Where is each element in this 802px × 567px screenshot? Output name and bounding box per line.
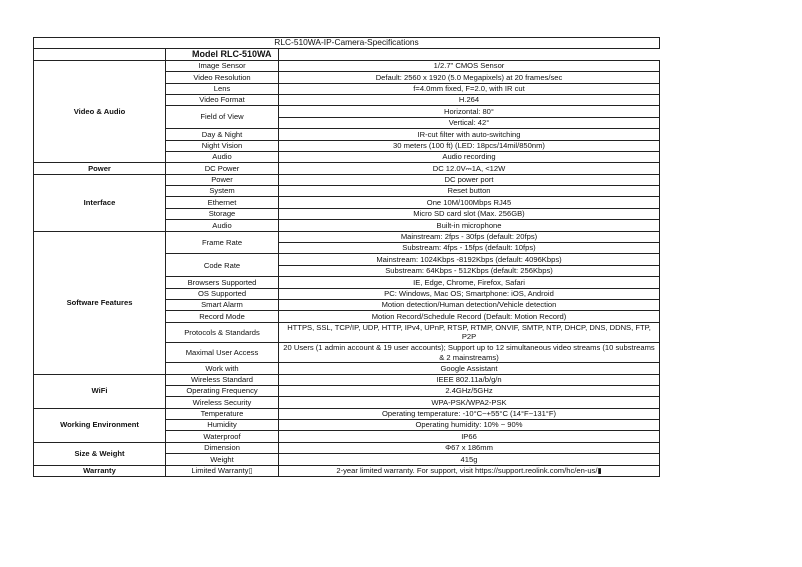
spec-label: Temperature	[166, 408, 279, 419]
spec-row	[34, 60, 660, 71]
spec-label: Dimension	[166, 442, 279, 453]
section-name: Video & Audio	[34, 60, 166, 163]
spec-label: Lens	[166, 83, 279, 94]
spec-label: Day & Night	[166, 129, 279, 140]
title-row	[34, 38, 660, 49]
section-name: Software Features	[34, 231, 166, 374]
spec-value: One 10M/100Mbps RJ45	[279, 197, 660, 208]
spec-value: IEEE 802.11a/b/g/n	[279, 374, 660, 385]
spec-value: Operating humidity: 10% ~ 90%	[279, 420, 660, 431]
model-blank-cell	[279, 49, 660, 60]
spec-row	[34, 163, 660, 174]
spec-value: WPA-PSK/WPA2-PSK	[279, 397, 660, 408]
spec-row	[34, 174, 660, 185]
spec-value: IP66	[279, 431, 660, 442]
spec-value: Substream: 64Kbps - 512Kbps (default: 256Kbps)	[279, 265, 660, 276]
spec-value: Substream: 4fps - 15fps (default: 10fps)	[279, 243, 660, 254]
section-name: WiFi	[34, 374, 166, 408]
spec-value: DC 12.0V⎓1A, <12W	[279, 163, 660, 174]
spec-value: HTTPS, SSL, TCP/IP, UDP, HTTP, IPv4, UPnP, RTSP, RTMP, ONVIF, SMTP, NTP, DHCP, DNS, DDNS, FTP, P2P	[279, 322, 660, 342]
spec-value: Operating temperature: -10°C~+55°C (14°F~131°F)	[279, 408, 660, 419]
model-row	[34, 49, 660, 60]
spec-label: Weight	[166, 454, 279, 465]
spec-label: Browsers Supported	[166, 277, 279, 288]
spec-label: Maximal User Access	[166, 342, 279, 362]
spec-value: 415g	[279, 454, 660, 465]
spec-label: Storage	[166, 208, 279, 219]
spec-value: Horizontal: 80°	[279, 106, 660, 117]
spec-label: Video Format	[166, 94, 279, 105]
spec-label: Protocols & Standards	[166, 322, 279, 342]
spec-value: Mainstream: 2fps - 30fps (default: 20fps)	[279, 231, 660, 242]
spec-label: Audio	[166, 220, 279, 231]
spec-label: Operating Frequency	[166, 385, 279, 396]
spec-label: Limited Warranty▯	[166, 465, 279, 476]
spec-row	[34, 231, 660, 242]
spec-value: PC: Windows, Mac OS; Smartphone: iOS, Android	[279, 288, 660, 299]
spec-row	[34, 442, 660, 453]
spec-value: f=4.0mm fixed, F=2.0, with IR cut	[279, 83, 660, 94]
spec-label: OS Supported	[166, 288, 279, 299]
spec-label: Code Rate	[166, 254, 279, 277]
spec-label: Wireless Security	[166, 397, 279, 408]
model-empty-cell	[34, 49, 166, 60]
section-name: Size & Weight	[34, 442, 166, 465]
spec-value: Mainstream: 1024Kbps -8192Kbps (default: 4096Kbps)	[279, 254, 660, 265]
spec-label: Ethernet	[166, 197, 279, 208]
spec-label: Video Resolution	[166, 72, 279, 83]
spec-value: Default: 2560 x 1920 (5.0 Megapixels) at 20 frames/sec	[279, 72, 660, 83]
spec-label: Frame Rate	[166, 231, 279, 254]
section-name: Working Environment	[34, 408, 166, 442]
spec-table	[33, 37, 660, 477]
spec-label: Power	[166, 174, 279, 185]
spec-value: Motion detection/Human detection/Vehicle detection	[279, 299, 660, 310]
spec-value: 20 Users (1 admin account & 19 user accounts); Support up to 12 simultaneous video streams (10 substreams & 2 mainstreams)	[279, 342, 660, 362]
spec-value: DC power port	[279, 174, 660, 185]
spec-value: 30 meters (100 ft) (LED: 18pcs/14mil/850nm)	[279, 140, 660, 151]
section-name: Warranty	[34, 465, 166, 476]
spec-value: Audio recording	[279, 151, 660, 162]
spec-row	[34, 465, 660, 476]
model-name: Model RLC-510WA	[166, 49, 279, 60]
spec-value: 2.4GHz/5GHz	[279, 385, 660, 396]
document-title: RLC-510WA-IP-Camera-Specifications	[34, 38, 660, 49]
spec-value: IR-cut filter with auto-switching	[279, 129, 660, 140]
spec-row	[34, 374, 660, 385]
spec-label: Smart Alarm	[166, 299, 279, 310]
spec-value: H.264	[279, 94, 660, 105]
spec-value: Φ67 x 186mm	[279, 442, 660, 453]
spec-value: IE, Edge, Chrome, Firefox, Safari	[279, 277, 660, 288]
spec-label: Humidity	[166, 420, 279, 431]
spec-label: Image Sensor	[166, 60, 279, 71]
spec-value: Built-in microphone	[279, 220, 660, 231]
spec-label: Waterproof	[166, 431, 279, 442]
section-name: Power	[34, 163, 166, 174]
spec-label: Work with	[166, 363, 279, 374]
spec-label: Field of View	[166, 106, 279, 129]
spec-value: 1/2.7" CMOS Sensor	[279, 60, 660, 71]
spec-value: Google Assistant	[279, 363, 660, 374]
spec-value: Reset button	[279, 186, 660, 197]
section-name: Interface	[34, 174, 166, 231]
spec-label: DC Power	[166, 163, 279, 174]
spec-label: Audio	[166, 151, 279, 162]
spec-value: Micro SD card slot (Max. 256GB)	[279, 208, 660, 219]
spec-value: 2-year limited warranty. For support, visit https://support.reolink.com/hc/en-us/▮	[279, 465, 660, 476]
spec-label: Night Vision	[166, 140, 279, 151]
spec-row	[34, 408, 660, 419]
spec-label: System	[166, 186, 279, 197]
spec-label: Wireless Standard	[166, 374, 279, 385]
spec-label: Record Mode	[166, 311, 279, 322]
spec-value: Motion Record/Schedule Record (Default: Motion Record)	[279, 311, 660, 322]
spec-value: Vertical: 42°	[279, 117, 660, 128]
